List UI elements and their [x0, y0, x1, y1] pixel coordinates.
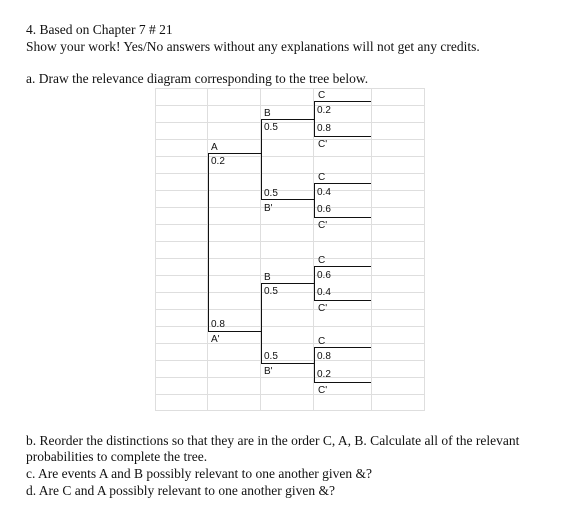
b2-prob: 0.5 — [264, 188, 278, 199]
a-label: A — [211, 142, 218, 153]
c-prime-branch-line — [314, 300, 371, 301]
c4-prob: 0.8 — [317, 351, 331, 362]
c2-prob: 0.4 — [317, 187, 331, 198]
c3-prime-prob: 0.4 — [317, 287, 331, 298]
c4-prime-prob: 0.2 — [317, 369, 331, 380]
a-trunk-line — [208, 153, 209, 331]
b4-label: B' — [264, 366, 273, 377]
b3-prob: 0.5 — [264, 286, 278, 297]
b-trunk-1 — [261, 119, 262, 199]
c4-label: C — [318, 336, 326, 347]
b1-prob: 0.5 — [264, 122, 278, 133]
question-a: a. Draw the relevance diagram corresponding to the tree below. — [26, 71, 369, 86]
question-b-line2: probabilities to complete the tree. — [26, 449, 208, 464]
a-prime-label: A' — [211, 334, 220, 345]
branch-a-prime-line — [208, 331, 262, 332]
c1-prob: 0.2 — [317, 105, 331, 116]
problem-title: 4. Based on Chapter 7 # 21 — [26, 22, 173, 37]
c-trunk — [314, 183, 315, 217]
a-prime-prob: 0.8 — [211, 319, 225, 330]
question-c: c. Are events A and B possibly relevant to one another given &? — [26, 466, 373, 481]
c1-prime-prob: 0.8 — [317, 123, 331, 134]
c3-prob: 0.6 — [317, 270, 331, 281]
question-d: d. Are C and A possibly relevant to one another given &? — [26, 483, 335, 498]
c-prime-branch-line — [314, 136, 371, 137]
c2-prime-prob: 0.6 — [317, 204, 331, 215]
c1-prime-label: C' — [318, 139, 328, 150]
question-b-line1: b. Reorder the distinctions so that they are in the order C, A, B. Calculate all of the relevant — [26, 433, 520, 448]
c1-label: C — [318, 90, 326, 101]
instruction-text: Show your work! Yes/No answers without any explanations will not get any credits. — [26, 39, 480, 54]
c-prime-branch-line — [314, 382, 371, 383]
b4-prob: 0.5 — [264, 351, 278, 362]
c2-label: C — [318, 172, 326, 183]
c3-prime-label: C' — [318, 303, 328, 314]
a-prob: 0.2 — [211, 156, 225, 167]
b3-label: B — [264, 272, 271, 283]
b1-label: B — [264, 108, 271, 119]
c2-prime-label: C' — [318, 220, 328, 231]
c-trunk — [314, 266, 315, 300]
branch-b4-line — [261, 363, 315, 364]
c4-prime-label: C' — [318, 385, 328, 396]
c-prime-branch-line — [314, 217, 371, 218]
b-trunk-2 — [261, 283, 262, 363]
c3-label: C — [318, 255, 326, 266]
c-trunk — [314, 101, 315, 136]
c-trunk — [314, 347, 315, 382]
b2-label: B' — [264, 203, 273, 214]
